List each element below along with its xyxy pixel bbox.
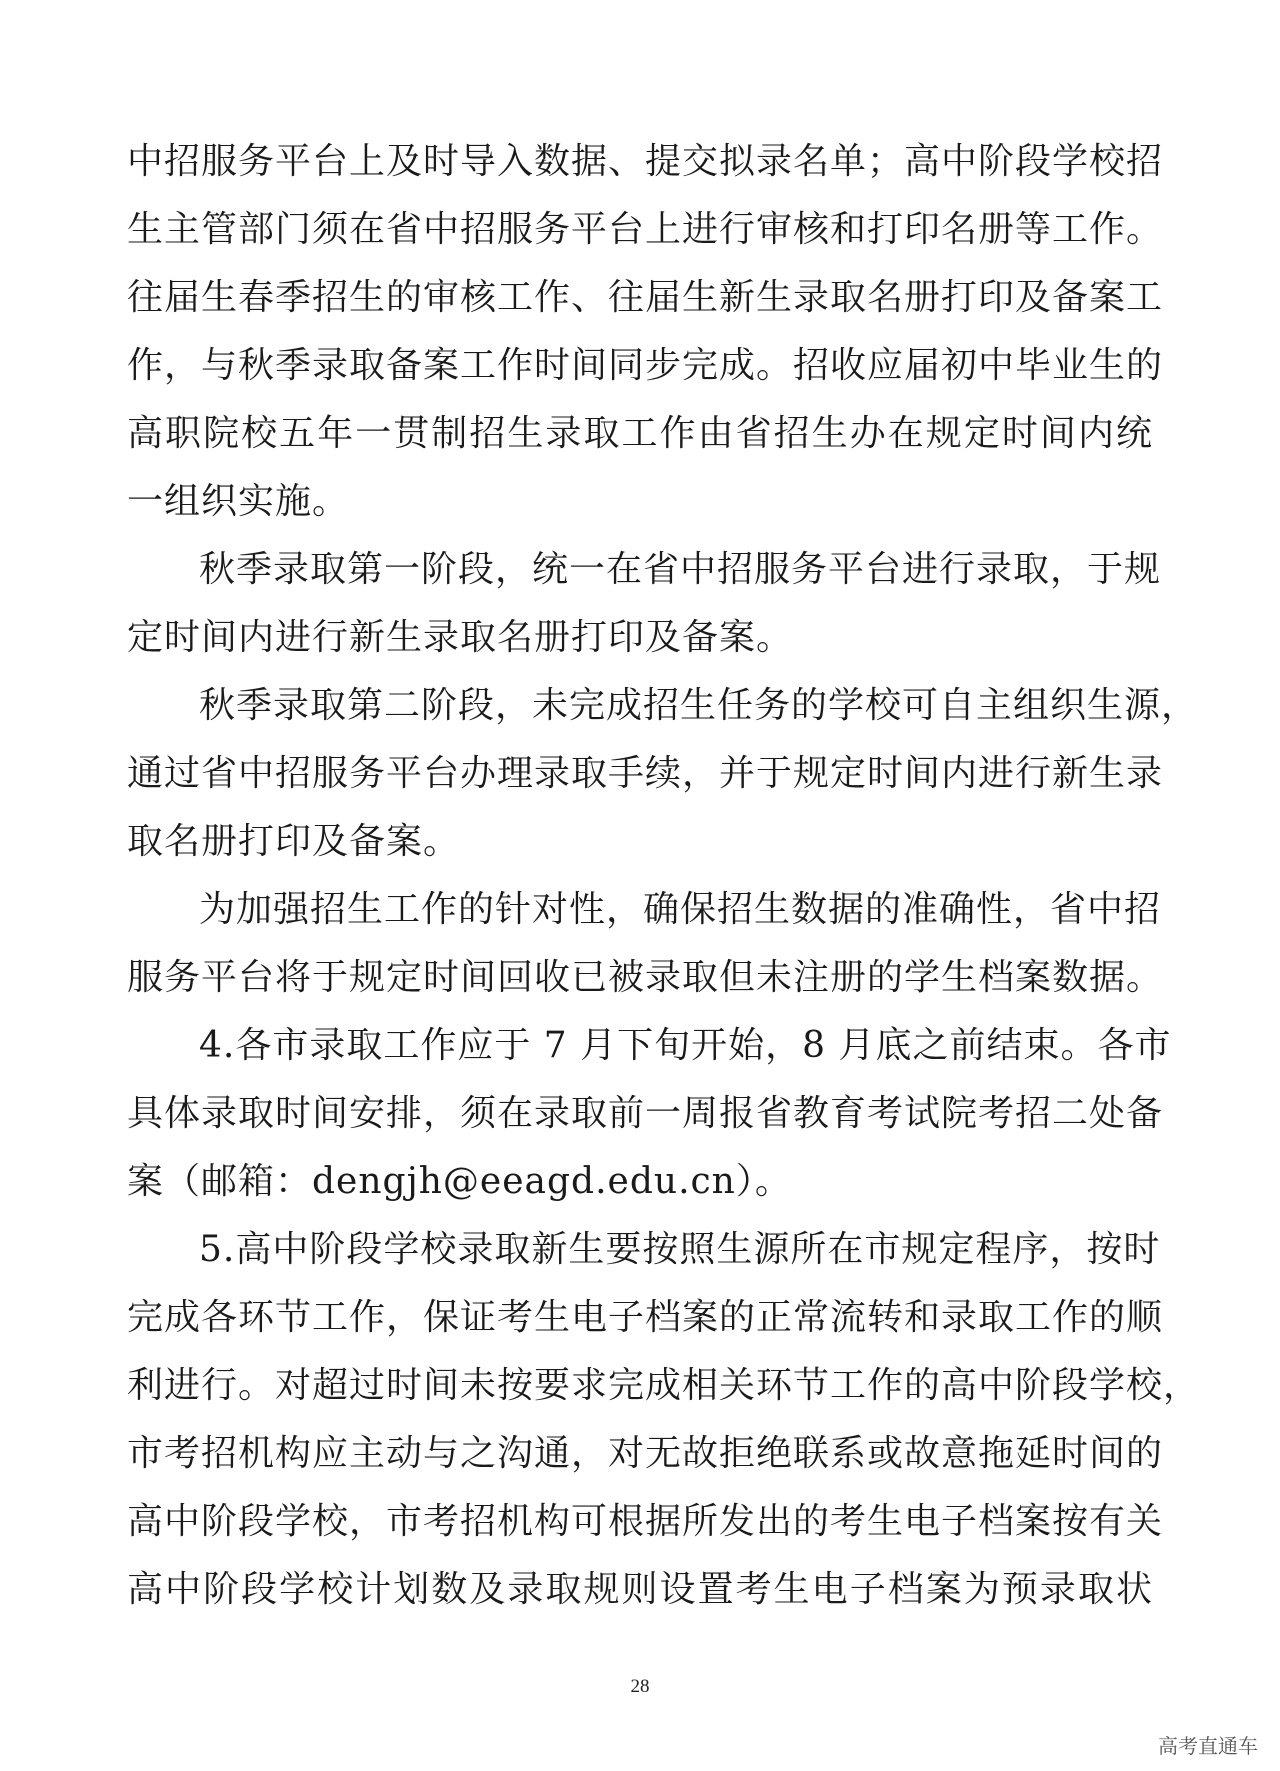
text-line: 一组织实施。 bbox=[127, 481, 350, 522]
text-line: 高职院校五年一贯制招生录取工作由省招生办在规定时间内统 bbox=[127, 413, 1153, 454]
text-line: 秋季录取第一阶段，统一在省中招服务平台进行录取，于规 bbox=[199, 549, 1162, 590]
text-line: 取名册打印及备案。 bbox=[127, 821, 461, 862]
text-line: 生主管部门须在省中招服务平台上进行审核和打印名册等工作。 bbox=[127, 209, 1164, 250]
text-line: 高中阶段学校，市考招机构可根据所发出的考生电子档案按有关 bbox=[127, 1501, 1164, 1542]
body-text bbox=[127, 128, 1201, 1624]
text-line: 具体录取时间安排，须在录取前一周报省教育考试院考招二处备 bbox=[127, 1093, 1164, 1134]
page-number: 28 bbox=[630, 1676, 650, 1697]
text-line: 高中阶段学校计划数及录取规则设置考生电子档案为预录取状 bbox=[127, 1569, 1153, 1610]
text-line: 5.高中阶段学校录取新生要按照生源所在市规定程序，按时 bbox=[199, 1229, 1161, 1270]
text-line: 作，与秋季录取备案工作时间同步完成。招收应届初中毕业生的 bbox=[127, 345, 1164, 386]
watermark-text: 高考直通车 bbox=[1158, 1734, 1258, 1758]
text-line: 往届生春季招生的审核工作、往届生新生录取名册打印及备案工 bbox=[127, 277, 1164, 318]
text-line: 中招服务平台上及时导入数据、提交拟录名单；高中阶段学校招 bbox=[127, 141, 1164, 182]
text-line: 完成各环节工作，保证考生电子档案的正常流转和录取工作的顺 bbox=[127, 1297, 1164, 1338]
text-line: 服务平台将于规定时间回收已被录取但未注册的学生档案数据。 bbox=[127, 957, 1164, 998]
text-line: 案（邮箱：dengjh@eeagd.edu.cn）。 bbox=[127, 1161, 792, 1202]
text-line: 4.各市录取工作应于 7 月下旬开始，8 月底之前结束。各市 bbox=[199, 1025, 1172, 1066]
text-line: 市考招机构应主动与之沟通，对无故拒绝联系或故意拖延时间的 bbox=[127, 1433, 1164, 1474]
text-line: 通过省中招服务平台办理录取手续，并于规定时间内进行新生录 bbox=[127, 753, 1164, 794]
text-line: 秋季录取第二阶段，未完成招生任务的学校可自主组织生源， bbox=[199, 685, 1199, 726]
text-line: 为加强招生工作的针对性，确保招生数据的准确性，省中招 bbox=[199, 889, 1162, 930]
text-line: 利进行。对超过时间未按要求完成相关环节工作的高中阶段学校， bbox=[127, 1365, 1201, 1406]
text-line: 定时间内进行新生录取名册打印及备案。 bbox=[127, 617, 794, 658]
